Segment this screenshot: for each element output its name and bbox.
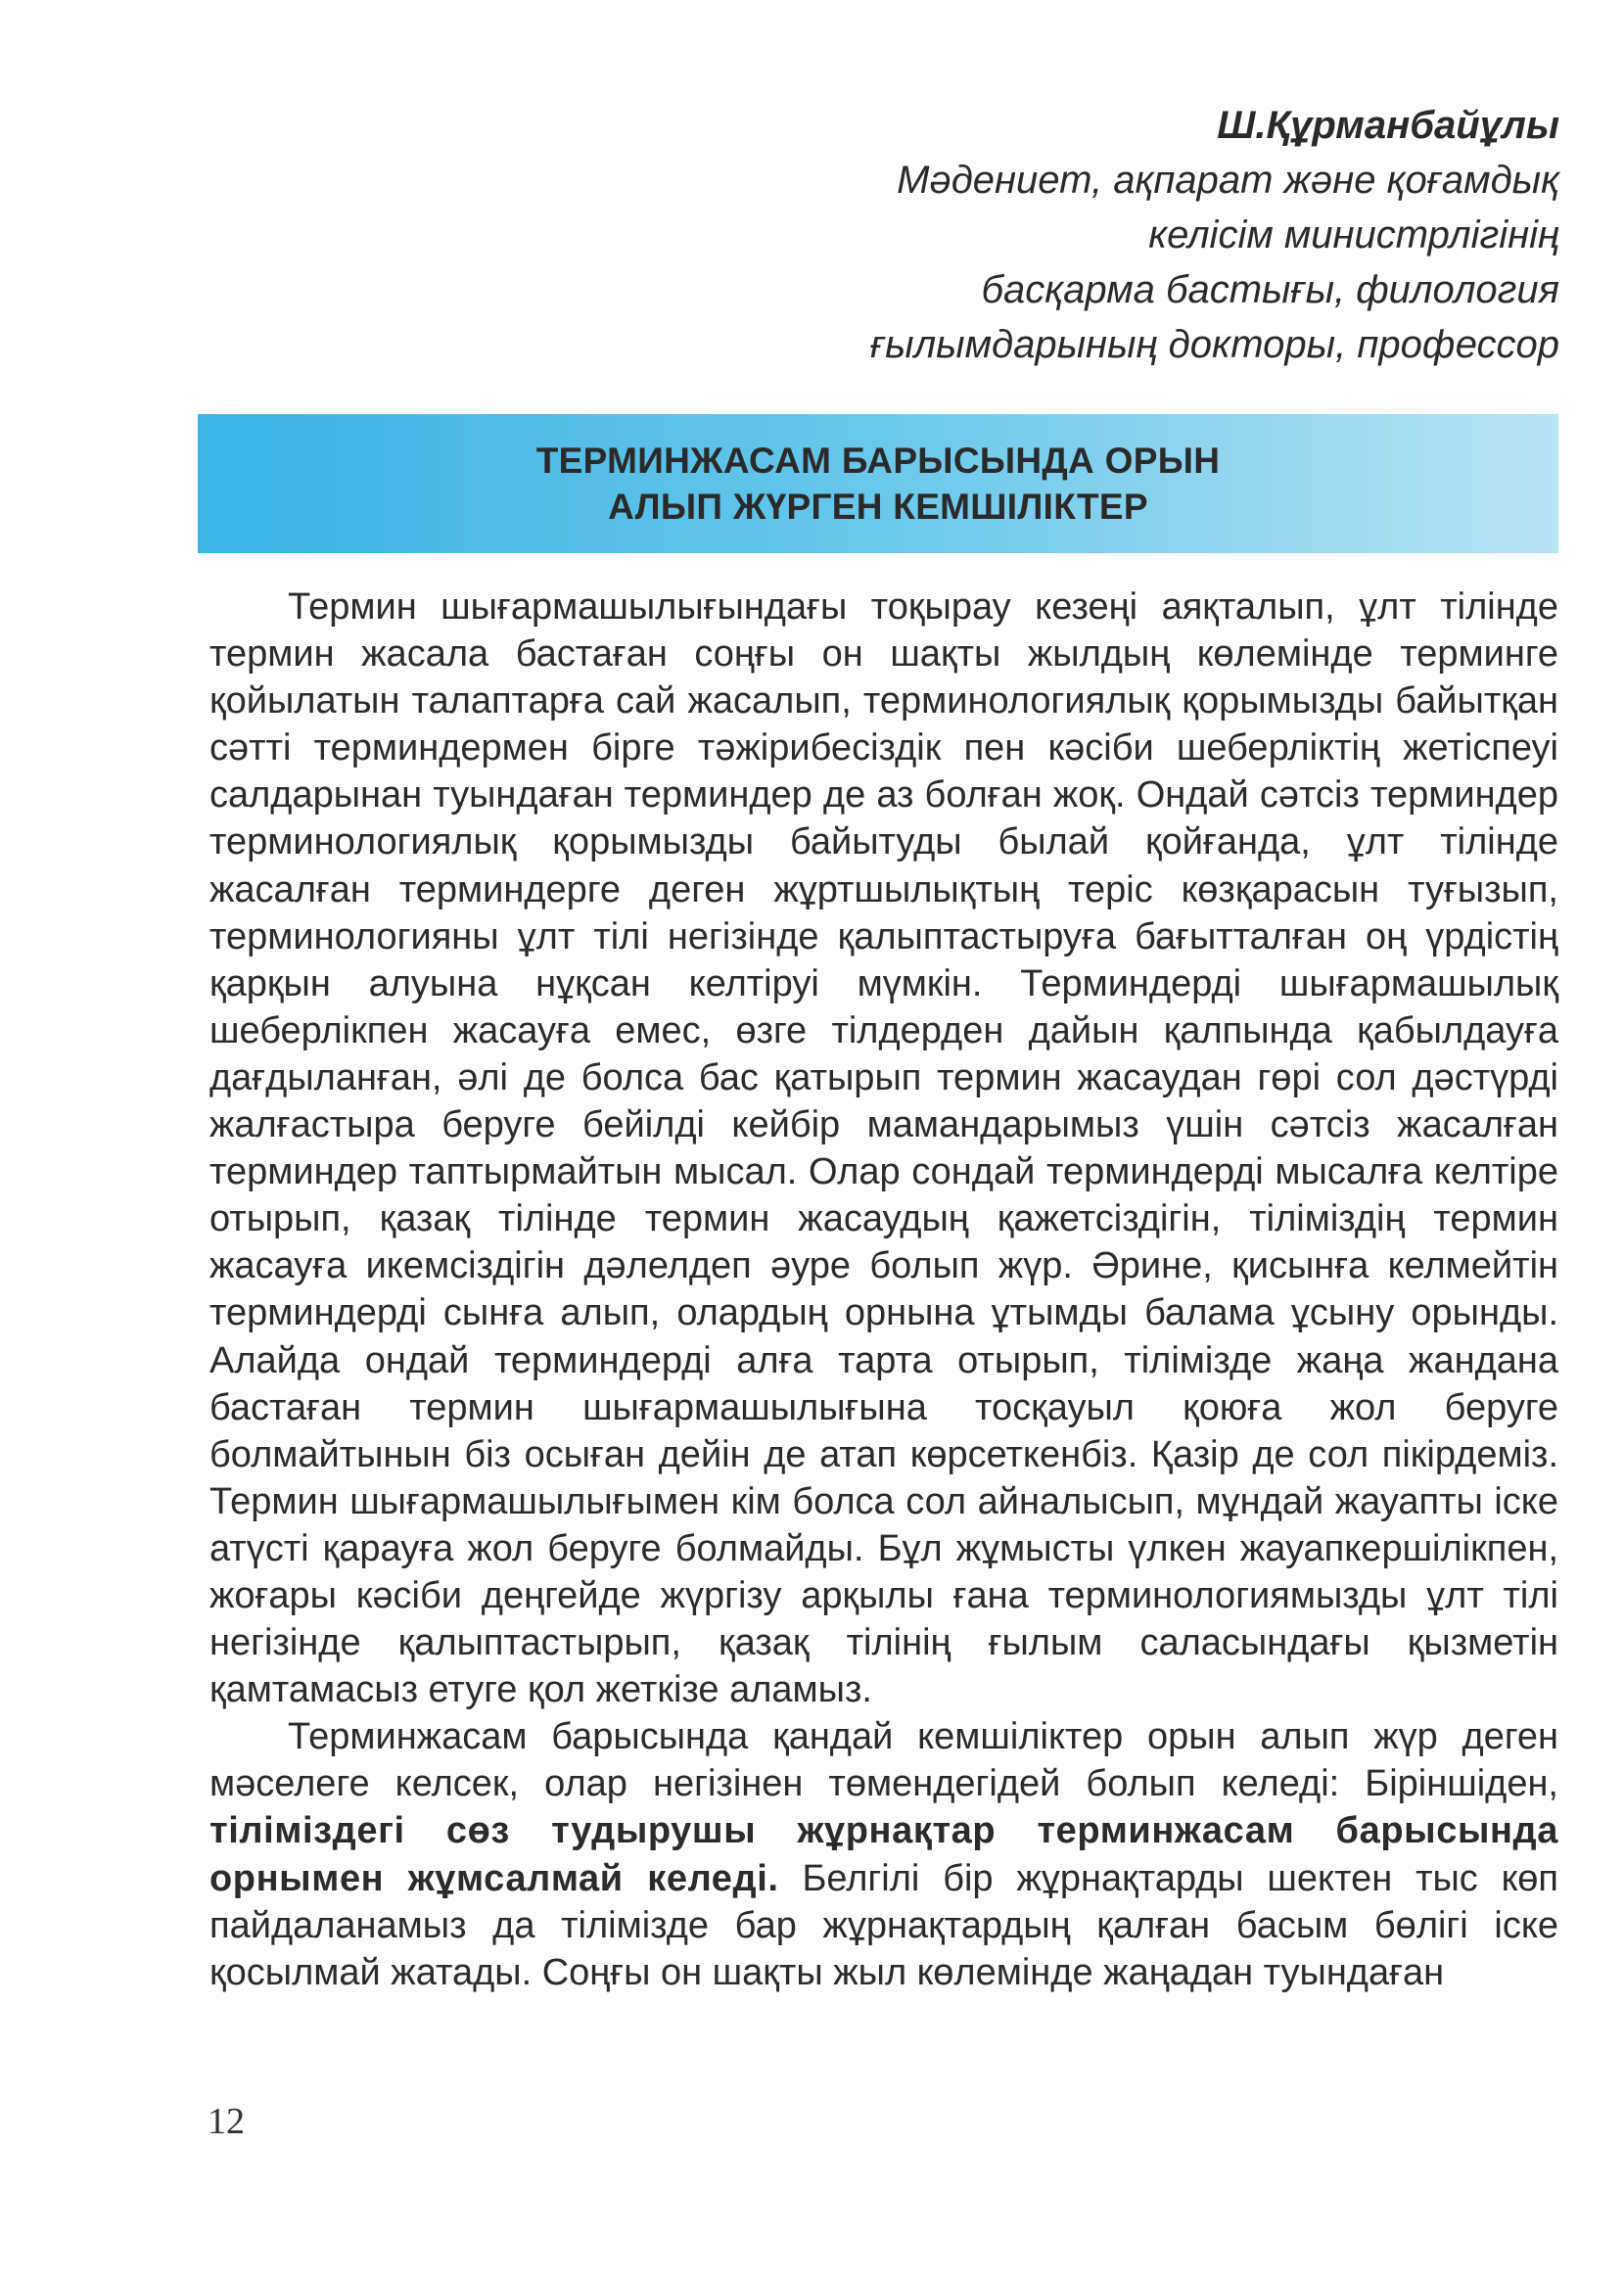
body-paragraph-2: [209, 1713, 1558, 1996]
author-position-line-3: басқарма бастығы, филология: [981, 268, 1559, 311]
article-title-line-2: АЛЫП ЖҮРГЕН КЕМШІЛІКТЕР: [608, 487, 1148, 527]
body-paragraph-1: Термин шығармашылығындағы тоқырау кезеңі аяқталып, ұлт тілінде термин жасала бастаған соңғы он шақты жылдың көлемінде терминге қойылатын талаптарға сай жасалып, терминологиялық қорымызды байытқан сәтті терминдермен бірге тәжірибесіздік пен кәсіби шеберліктің жетіспеуі салдарынан туындаған терминдер де аз болған жоқ. Ондай сәтсіз терминдер терминологиялық қорымызды байытуды былай қойғанда, ұлт тілінде жасалған терминдерге деген жұртшылықтың теріс көзқарасын туғызып, терминологияны ұлт тілі негізінде қалыптастыруға бағытталған оң үрдістің қарқын алуына нұқсан келтіруі мүмкін. Терминдерді шығармашылық шеберлікпен жасауға емес, өзге тілдерден дайын қалпында қабылдауға дағдыланған, әлі де болса бас қатырып термин жасаудан гөрі сол дәстүрді жалғастыра беруге бейілді кейбір мамандарымыз үшін сәтсіз жасалған терминдер таптырмайтын мысал. Олар сондай терминдерді мысалға келтіре отырып, қазақ тілінде термин жасаудың қажетсіздігін, тіліміздің термин жасауға икемсіздігін дәлелдеп әуре болып жүр. Әрине, қисынға келмейтін терминдерді сынға алып, олардың орнына ұтымды балама ұсыну орынды. Алайда ондай терминдерді алға тарта отырып, тілімізде жаңа жандана бастаған термин шығармашылығына тосқауыл қоюға жол беруге болмайтынын біз осыған дейін де атап көрсеткенбіз. Қазір де сол пікірдеміз. Термин шығармашылығымен кім болса сол айналысып, мұндай жауапты іске атүсті қарауға жол беруге болмайды. Бұл жұмысты үлкен жауапкершілікпен, жоғары кәсіби деңгейде жүргізу арқылы ғана терминологиямызды ұлт тілі негізінде қалыптастырып, қазақ тілінің ғылым саласындағы қызметін қамтамасыз етуге қол жеткізе аламыз.: [209, 586, 1558, 1711]
article-title-banner: [198, 414, 1558, 553]
author-block: [580, 98, 1559, 372]
author-position-line-1: Мәдениет, ақпарат және қоғамдық: [897, 159, 1559, 202]
author-position-line-4: ғылымдарының докторы, профессор: [870, 323, 1559, 366]
paragraph-2-start: Терминжасам барысында қандай кемшіліктер орын алып жүр деген мәселеге келсек, олар негізінен төмендегідей болып келеді: Біріншіден,: [209, 1716, 1558, 1805]
author-name: Ш.Құрманбайұлы: [1217, 104, 1559, 147]
paragraph-2-emphasis: тіліміздегі сөз тудырушы жұрнақтар терминжасам барысында орнымен жұмсалмай келеді.: [209, 1810, 1558, 1899]
author-position-line-2: келісім министрлігінің: [1148, 213, 1559, 256]
article-body: [209, 583, 1558, 1996]
paragraph-2-end: Белгілі бір жұрнақтарды шектен тыс көп пайдаланамыз да тілімізде бар жұрнақтардың қалған басым бөлігі іске қосылмай жатады. Соңғы он шақты жыл көлемінде жаңадан туындаған: [209, 1857, 1558, 1993]
page-number: 12: [208, 2101, 245, 2142]
article-title-line-1: ТЕРМИНЖАСАМ БАРЫСЫНДА ОРЫН: [535, 441, 1221, 481]
